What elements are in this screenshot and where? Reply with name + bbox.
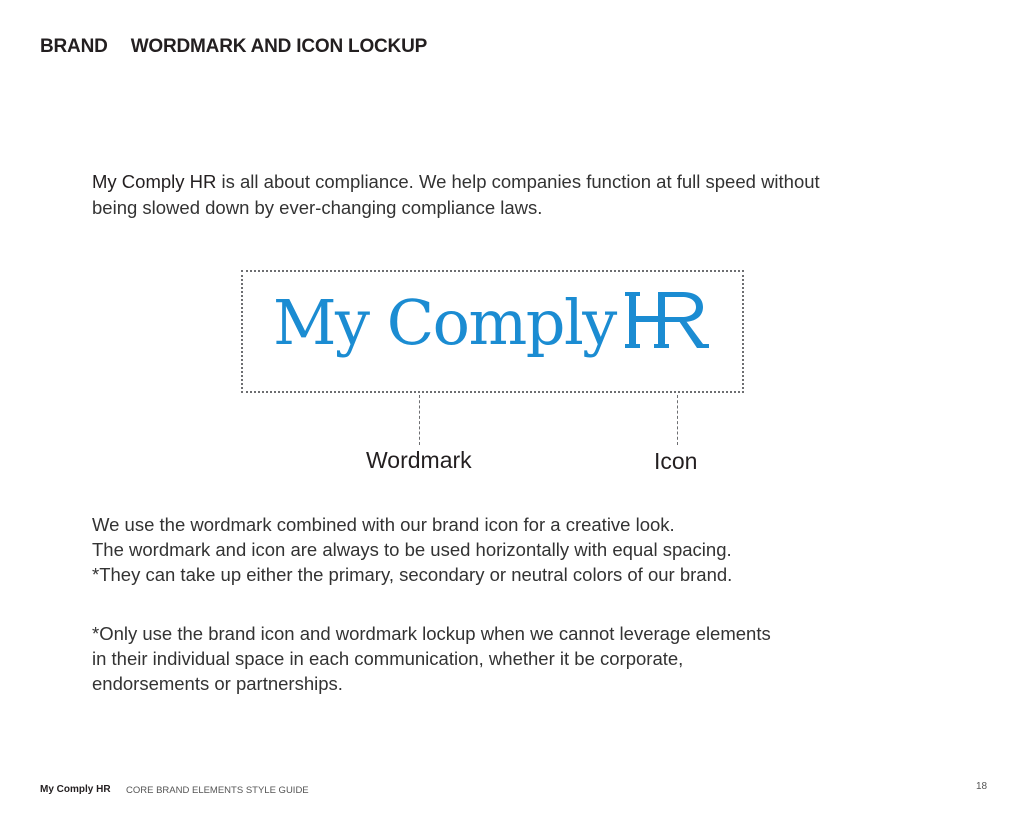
section-label: BRAND [40,36,108,57]
icon-leader-line [677,395,678,445]
icon-callout: Icon [654,448,698,474]
intro-text: is all about compliance. We help companies function at full speed without being slowed down by ever-changing compliance laws. [92,171,820,218]
hr-monogram-icon [625,288,717,358]
lockup-wordmark: My Comply [273,286,616,359]
wordmark-callout: Wordmark [366,447,472,473]
note-paragraph [92,621,852,696]
page-header [40,36,427,58]
usage-paragraph [92,512,852,587]
usage-line: The wordmark and icon are always to be used horizontally with equal spacing. [92,539,732,560]
note-line: endorsements or partnerships. [92,673,343,694]
note-line: *Only use the brand icon and wordmark lockup when we cannot leverage elements [92,623,771,644]
lockup-frame [241,270,744,393]
footer-guide-title: CORE BRAND ELEMENTS STYLE GUIDE [126,785,309,796]
wordmark-leader-line [419,395,420,445]
footer-brand: My Comply HR [40,784,111,795]
usage-line: We use the wordmark combined with our brand icon for a creative look. [92,514,675,535]
page-title: WORDMARK AND ICON LOCKUP [130,36,428,57]
intro-paragraph [92,169,852,221]
note-line: in their individual space in each communication, whether it be corporate, [92,648,684,669]
intro-brand-name: My Comply HR [92,171,217,192]
usage-line: *They can take up either the primary, secondary or neutral colors of our brand. [92,564,733,585]
page-number: 18 [976,781,988,792]
